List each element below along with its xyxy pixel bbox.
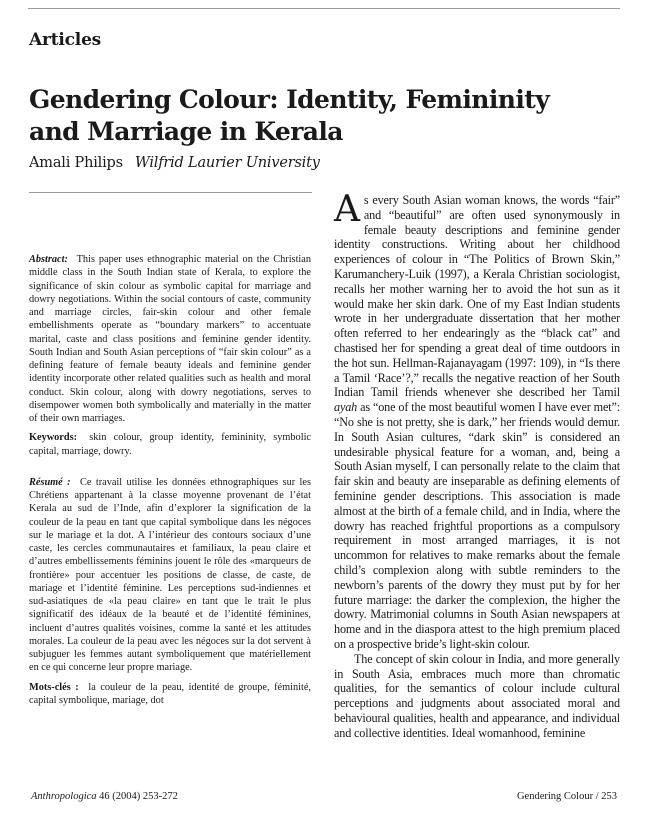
journal-citation xyxy=(31,791,178,802)
resume-label: Résumé : xyxy=(29,476,71,488)
article-title xyxy=(29,84,549,148)
drop-cap: A xyxy=(334,189,360,230)
body-p1-part-a: s every South Asian woman knows, the words “fair” and “beautiful” are often used synonymously in female beauty descriptions and feminine gender identity constructions. Writing about her childhood experiences of colour in “The Politics of Brown Skin,” Karumanchery-Luik (1997), a Kerala Christian sociologist, recalls her mother warning her to avoid the hot sun as it would make her skin dark. One of my East Indian students wrote in her undergraduate dissertation that her mother often referred to her endearingly as the “black cat” and chastised her for spending a great deal of time outdoors in the hot sun. Hellman-Rajanayagam (1997: 109), in “Is there a Tamil ‘Race’?,” recalls the negative reaction of her South Indian Tamil friends whenever she described her Tamil xyxy=(334,193,620,400)
body-p1-part-b: as “one of the most beautiful women I have ever met”: “No she is not pretty, she is dark,” her friends would demur. In South Asian cultures, “dark skin” is considered an undesirable physical feature for a woman, and, being a South Asian myself, I can personally relate to the claim that fair skin and beauty are inseparable as defining elements of feminine gender descriptions. This association is made almost at the birth of a female child, and in India, where the dowry has reached frightful proportions as a compulsory requirement in most arranged marriages, it is not uncommon for relatives to make remarks about the female child’s complexion along with subtle reminders to the newborn’s parents of the dowry they must put by for her future marriage: the darker the complexion, the higher the dowry. Matrimonial columns in South Asian newspapers at home and in the diaspora attest to the high premium placed on a prospective bride’s light-skin colour. xyxy=(334,400,620,651)
keywords-text: skin colour, group identity, femininity, symbolic capital, marriage, dowry. xyxy=(29,432,311,457)
top-rule xyxy=(28,8,620,9)
body-column xyxy=(334,189,620,740)
title-line-1: Gendering Colour: Identity, Femininity xyxy=(29,85,550,114)
keywords-label: Keywords: xyxy=(29,432,78,444)
journal-name: Anthropologica xyxy=(31,791,97,802)
section-heading: Articles xyxy=(29,30,102,50)
citation-details: 46 (2004) 253-272 xyxy=(96,791,178,802)
author-name: Amali Philips xyxy=(29,155,123,171)
running-head: Gendering Colour / 253 xyxy=(516,791,617,802)
abstract xyxy=(29,253,311,425)
resume-text: Ce travail utilise les données ethnographiques sur les Chrétiens appartenant à la classe moyenne provenant de l’état Kerala au sud de l’Inde, afin d’explorer la signification de la couleur de la peau en tant que capital symbolique dans les négoces sur le mariage et la dot. A l’intérieur des contours sociaux d’une caste, les cercles communautaires et familiaux, la peau claire et d’autres embellissements féminins jouent le rôle des «marqueurs de frontière» pour accentuer les positions de classe, de caste, de mariage et l’identité féminine. Les perceptions sud-indiennes et sud-asiatiques de «la peau claire» en tant que le trait le plus significatif des idéaux de la beauté et de l’identité féminines, incluent d’autres qualités voisines, comme la santé et les attitudes morales. La couleur de la peau avec les négoces sur la dot servent à subjuguer les femmes autant symboliquement que matériellement en ce qui concerne leur propre mariage. xyxy=(29,476,311,674)
mots-cles-label: Mots-clés : xyxy=(29,681,79,693)
mots-cles-text: la couleur de la peau, identité de groupe, féminité, capital symbolique, mariage, dot xyxy=(29,681,312,706)
title-line-2: and Marriage in Kerala xyxy=(29,117,343,146)
body-p1-italic: ayah xyxy=(334,400,358,415)
body-paragraph-2: The concept of skin colour in India, and more generally in South Asia, embraces much more than chromatic qualities, for the semantics of colour include cultural perceptions and judgments about associated moral and behavioural qualities, health and appearance, and individual and collective identities. Ideal womanhood, feminine xyxy=(334,651,620,740)
abstract-text: This paper uses ethnographic material on the Christian middle class in the South Indian state of Kerala, to explore the significance of skin colour as symbolic capital for marriage and dowry negotiations. Within the social contours of caste, community and marriage circles, fair-skin colour and other female embellishments operate as “boundary markers” to accentuate marital, caste and class positions and feminine gender identity. South Indian and South Asian perceptions of “fair skin colour” as a defining feature of female beauty ideals and feminine gender identity incorporate other related qualities such as health and moral conduct. Skin colour, along with dowry negotiations, serves to disempower women both symbolically and materially in the matter of their own marriages. xyxy=(29,254,312,424)
resume xyxy=(29,476,311,675)
body-paragraph-1 xyxy=(334,189,620,652)
keywords xyxy=(29,431,311,458)
mots-cles xyxy=(29,681,311,708)
byline xyxy=(29,155,320,171)
abstract-column xyxy=(29,253,311,713)
byline-rule xyxy=(29,192,312,193)
abstract-label: Abstract: xyxy=(29,254,68,265)
author-affiliation: Wilfrid Laurier University xyxy=(134,155,320,171)
